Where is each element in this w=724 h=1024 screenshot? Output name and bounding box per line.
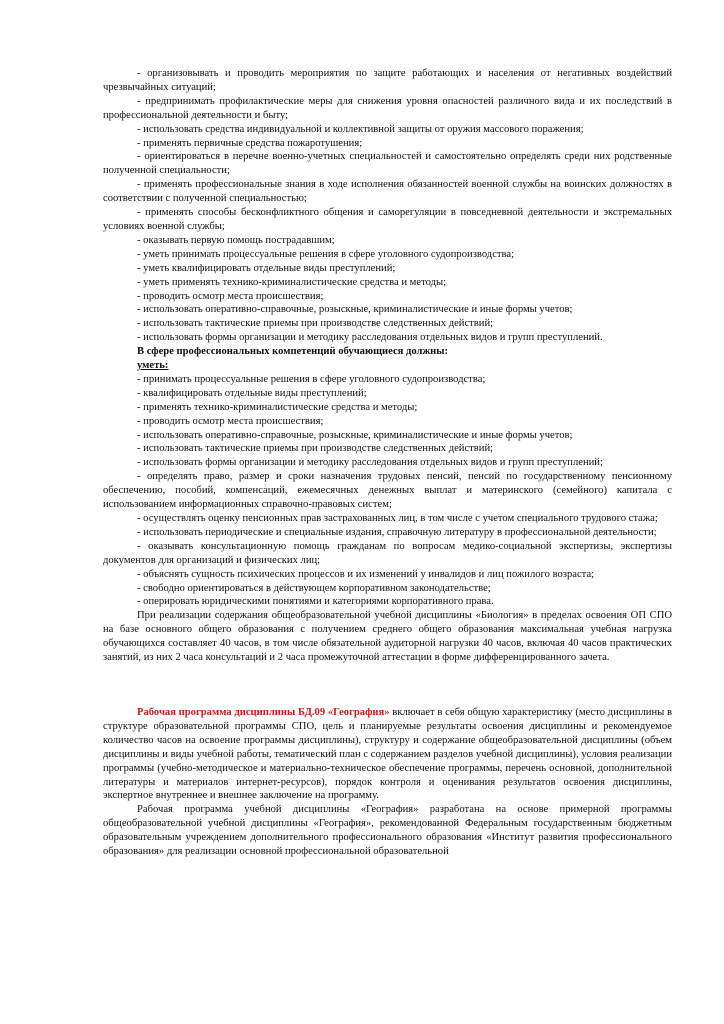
competency-list-professional	[103, 373, 672, 609]
list-item: - использовать средства индивидуальной и коллективной защиты от оружия массового поражения;	[137, 123, 584, 135]
list-item: - принимать процессуальные решения в сфере уголовного судопроизводства;	[137, 373, 486, 385]
list-item: - проводить осмотр места происшествия;	[137, 415, 324, 427]
list-item: - объяснять сущность психических процессов и их изменений у инвалидов и лиц пожилого возраста;	[137, 568, 595, 580]
list-item: - уметь квалифицировать отдельные виды преступлений;	[137, 262, 396, 274]
list-item: - осуществлять оценку пенсионных прав застрахованных лиц, в том числе с учетом специального трудового стажа;	[137, 513, 658, 524]
list-item: - использовать оперативно-справочные, розыскные, криминалистические и иные формы учетов;	[137, 429, 573, 441]
umet-label: уметь:	[137, 360, 169, 372]
list-item: - определять право, размер и сроки назначения трудовых пенсий, пенсий по государственному пенсионному обеспечению, пособий, компенсаций, ежемесячных денежных выплат и материнского (семейного) капитала с использованием информационных справочно-правовых систем;	[103, 471, 672, 511]
competency-list-general	[103, 67, 672, 345]
list-item: - свободно ориентироваться в действующем корпоративном законодательстве;	[137, 582, 491, 594]
list-item: - использовать формы организации и методику расследования отдельных видов и групп преступлений.	[137, 332, 603, 344]
geography-paragraph-2: Рабочая программа учебной дисциплины «География» разработана на основе примерной программы общеобразовательной учебной дисциплины «География», рекомендованной Федеральным государственным бюджетным образовательным учреждением дополнительного профессионального образования «Институт развития профессионального образования» для реализации основной профессиональной образовательной	[103, 804, 672, 858]
list-item: - квалифицировать отдельные виды преступлений;	[137, 387, 367, 399]
list-item: - проводить осмотр места происшествия;	[137, 290, 324, 302]
geography-intro-text: включает в себя общую характеристику (место дисциплины в структуре образовательной программы СПО, цель и планируемые результаты освоения дисциплины и рекомендуемое количество часов на освоение программы дисциплины), структуру и содержание общеобразовательной дисциплины (объем дисциплины и виды учебной работы, тематический план с содержанием разделов учебной дисциплины), условия реализации программы (учебно-методическое и материально-техническое обеспечение программы, перечень основной, дополнительной литературы и материалов интернет-ресурсов), порядок контроля и оценивания результатов освоения дисциплины, экспертное внутреннее и внешнее заключение на программу.	[103, 706, 672, 802]
list-item: - оказывать первую помощь пострадавшим;	[137, 234, 335, 246]
geography-program-title: Рабочая программа дисциплины БД.09 «География»	[137, 706, 390, 718]
section-gap	[103, 665, 672, 706]
biology-paragraph: При реализации содержания общеобразовательной учебной дисциплины «Биология» в пределах освоения ОП СПО на базе основного общего образования с получением среднего общего образования максимальная учебная нагрузка обучающихся составляет 40 часов, в том числе обязательной аудиторной нагрузки 40 часов, включая 40 часов практических занятий, из них 2 часа консультаций и 2 часа промежуточной аттестации в форме дифференцированного зачета.	[103, 610, 672, 664]
list-item: - уметь принимать процессуальные решения в сфере уголовного судопроизводства;	[137, 248, 515, 260]
list-item: - оказывать консультационную помощь гражданам по вопросам медико-социальной экспертизы, экспертизы документов для организаций и физических лиц;	[103, 540, 672, 566]
list-item: - уметь применять технико-криминалистические средства и методы;	[137, 276, 447, 288]
list-item: - применять первичные средства пожаротушения;	[137, 137, 363, 149]
list-item: - использовать периодические и специальные издания, справочную литературу в профессиональной деятельности;	[137, 526, 657, 538]
list-item: - предпринимать профилактические меры для снижения уровня опасностей различного вида и их последствий в профессиональной деятельности и быту;	[103, 95, 672, 121]
list-item: - применять технико-криминалистические средства и методы;	[137, 401, 418, 413]
list-item: - оперировать юридическими понятиями и категориями корпоративного права.	[137, 596, 494, 608]
list-item: - использовать оперативно-справочные, розыскные, криминалистические и иные формы учетов;	[137, 304, 573, 316]
document-page	[103, 67, 672, 859]
list-item: - применять способы бесконфликтного общения и саморегуляции в повседневной деятельности и экстремальных условиях военной службы;	[103, 207, 672, 232]
list-item: - использовать формы организации и методику расследования отдельных видов и групп преступлений;	[137, 457, 603, 469]
list-item: - использовать тактические приемы при производстве следственных действий;	[137, 443, 494, 455]
list-item: - организовывать и проводить мероприятия по защите работающих и населения от негативных воздействий чрезвычайных ситуаций;	[103, 68, 672, 93]
list-item: - использовать тактические приемы при производстве следственных действий;	[137, 318, 494, 330]
prof-competencies-heading: В сфере профессиональных компетенций обучающиеся должны:	[137, 346, 449, 358]
list-item: - применять профессиональные знания в ходе исполнения обязанностей военной службы на воинских должностях в соответствии с полученной специальностью;	[103, 179, 672, 205]
geography-intro-paragraph	[103, 706, 672, 803]
list-item: - ориентироваться в перечне военно-учетных специальностей и самостоятельно определять среди них родственные полученной специальности;	[103, 151, 672, 177]
